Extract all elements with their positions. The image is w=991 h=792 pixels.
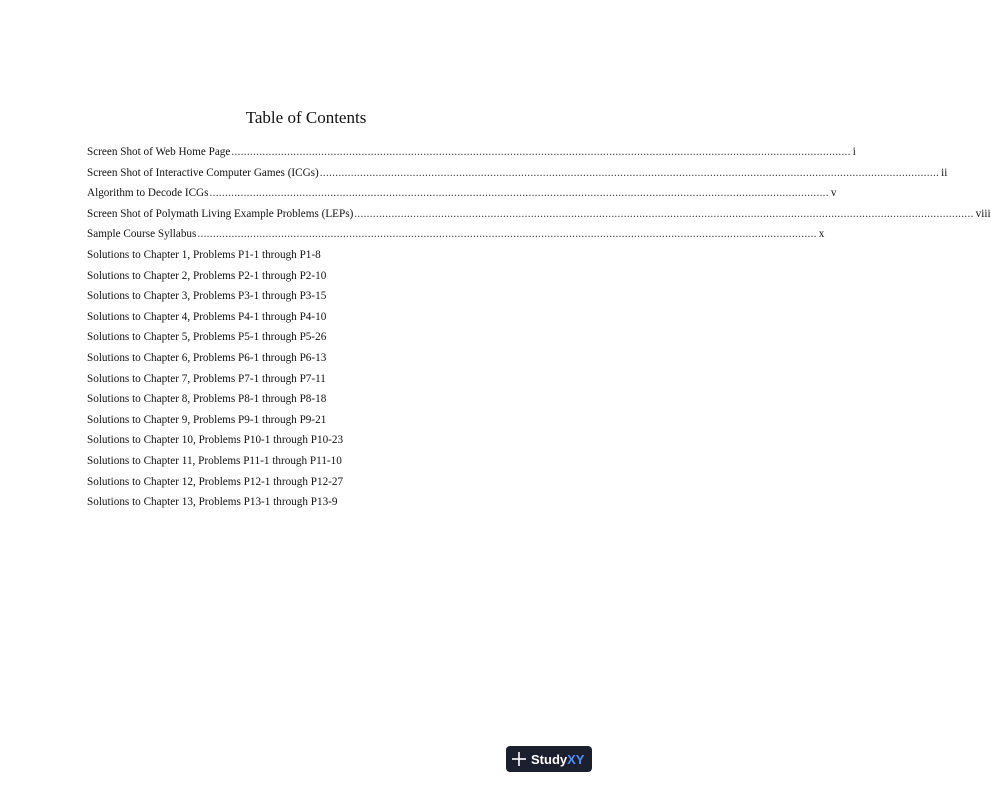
- toc-entry: [87, 393, 519, 414]
- toc-entry: [87, 187, 837, 208]
- toc-entry-page: ii: [941, 166, 948, 179]
- toc-entry-label: Screen Shot of Web Home Page: [87, 146, 231, 158]
- toc-list: [87, 146, 991, 517]
- toc-entry: [87, 290, 519, 311]
- watermark-text-study: Study: [531, 751, 568, 767]
- plus-cross-icon: [512, 752, 526, 766]
- toc-entry: [87, 146, 856, 167]
- toc-entry: [87, 414, 519, 435]
- toc-entry-label: Solutions to Chapter 13, Problems P13-1 through P13-9: [87, 496, 338, 509]
- toc-dot-leader: ........................................................................................................................................................................................................: [319, 166, 940, 179]
- toc-entry: [87, 496, 519, 517]
- toc-entry: [87, 249, 519, 270]
- page-title: Table of Contents: [245, 108, 367, 127]
- toc-entry: [87, 352, 519, 373]
- toc-entry: [87, 207, 991, 229]
- toc-entry: [87, 270, 519, 291]
- toc-entry-label: Solutions to Chapter 11, Problems P11-1 through P11-10: [87, 454, 342, 467]
- toc-entry-label: Solutions to Chapter 2, Problems P2-1 through P2-10: [87, 269, 327, 282]
- toc-dot-leader: ........................................................................................................................................................................................................: [209, 187, 829, 200]
- watermark-text-xy: XY: [567, 751, 585, 767]
- toc-entry: [87, 331, 519, 352]
- toc-entry: [87, 455, 519, 476]
- toc-dot-leader: ........................................................................................................................................................................................................: [231, 146, 851, 158]
- toc-entry: [87, 228, 825, 249]
- toc-entry-label: Solutions to Chapter 10, Problems P10-1 through P10-23: [87, 434, 344, 447]
- toc-entry-label: Screen Shot of Interactive Computer Games (ICGs): [87, 166, 319, 179]
- toc-entry-label: Solutions to Chapter 8, Problems P8-1 through P8-18: [87, 393, 327, 406]
- toc-entry: [87, 476, 519, 497]
- toc-entry-label: Solutions to Chapter 9, Problems P9-1 through P9-21: [87, 413, 327, 426]
- toc-entry-label: Sample Course Syllabus: [87, 228, 197, 241]
- toc-entry-page: v: [830, 187, 837, 200]
- toc-entry: [87, 434, 519, 455]
- toc-entry-label: Solutions to Chapter 3, Problems P3-1 through P3-15: [87, 290, 327, 303]
- toc-entry-label: Solutions to Chapter 7, Problems P7-1 through P7-11: [87, 372, 326, 385]
- toc-entry: [87, 166, 948, 188]
- toc-dot-leader: ........................................................................................................................................................................................................: [354, 207, 974, 220]
- toc-entry-label: Solutions to Chapter 6, Problems P6-1 through P6-13: [87, 351, 327, 364]
- toc-entry-label: Screen Shot of Polymath Living Example Problems (LEPs): [87, 207, 354, 220]
- toc-entry-label: Solutions to Chapter 1, Problems P1-1 through P1-8: [87, 248, 321, 261]
- toc-entry-page: viii: [975, 207, 991, 220]
- toc-entry: [87, 373, 519, 394]
- toc-entry-label: Solutions to Chapter 5, Problems P5-1 through P5-26: [87, 331, 327, 344]
- studyxy-watermark: [506, 746, 592, 772]
- toc-dot-leader: ........................................................................................................................................................................................................: [197, 228, 817, 241]
- toc-entry-page: i: [852, 146, 856, 158]
- toc-entry-label: Solutions to Chapter 12, Problems P12-1 through P12-27: [87, 475, 344, 488]
- toc-entry-label: Algorithm to Decode ICGs: [87, 187, 209, 200]
- toc-entry-label: Solutions to Chapter 4, Problems P4-1 through P4-10: [87, 310, 327, 323]
- toc-entry-page: x: [818, 228, 825, 241]
- toc-entry: [87, 311, 519, 332]
